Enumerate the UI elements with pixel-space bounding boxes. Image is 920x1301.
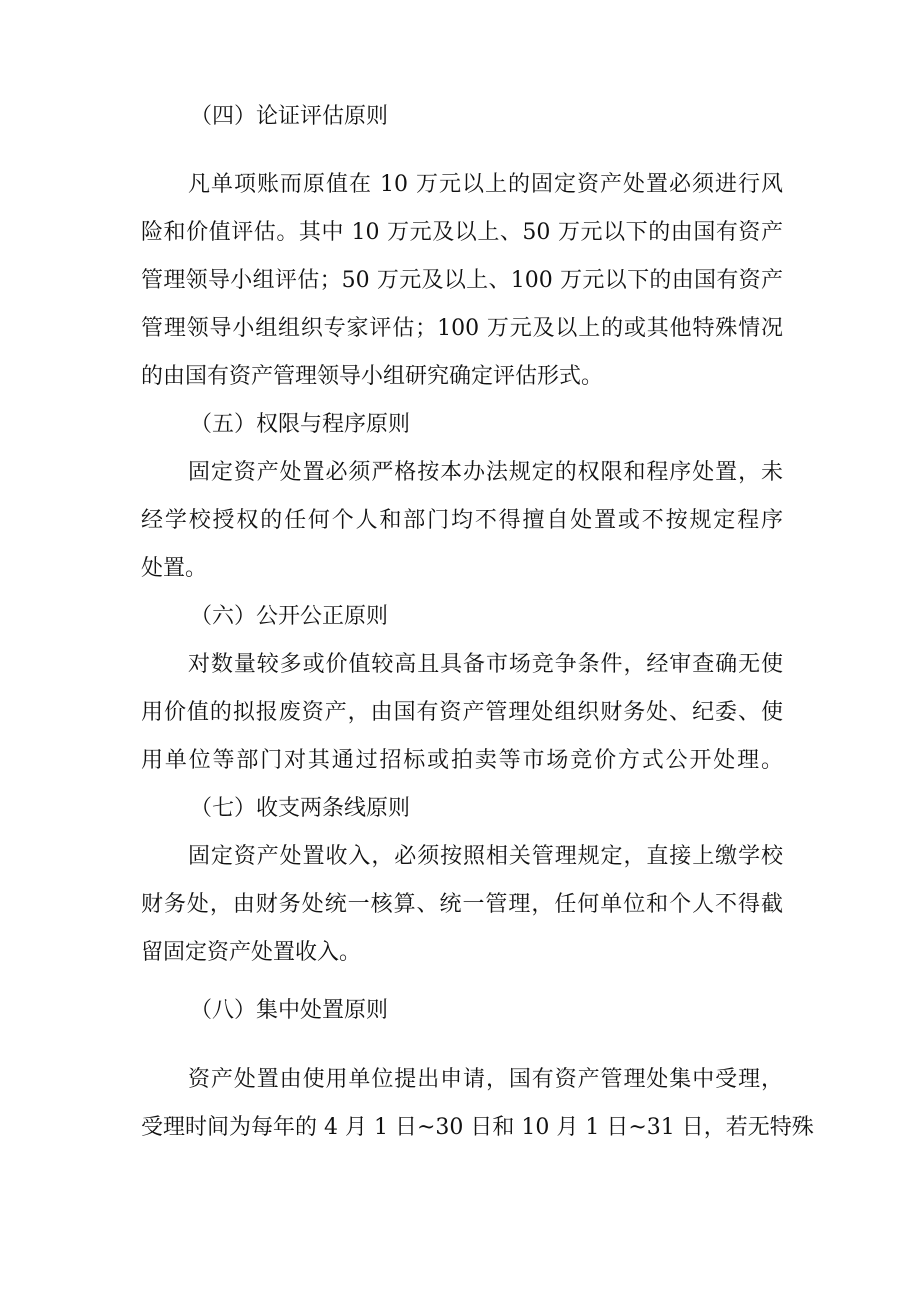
paragraph-line: 处置。 [141,556,208,581]
paragraph-line: 固定资产处置必须严格按本办法规定的权限和程序处置，未 [188,460,783,485]
paragraph-line: 用价值的拟报废资产，由国有资产管理处组织财务处、纪委、使 [141,700,783,725]
paragraph-line: 固定资产处置收入，必须按照相关管理规定，直接上缴学校 [188,844,783,869]
heading-4: （四）论证评估原则 [190,104,389,129]
heading-5: （五）权限与程序原则 [190,412,411,437]
heading-8: （八）集中处置原则 [190,998,389,1023]
paragraph-line: 管理领导小组组织专家评估；100 万元及以上的或其他特殊情况 [141,316,783,341]
paragraph-line: 用单位等部门对其通过招标或拍卖等市场竞价方式公开处理。 [141,748,783,773]
paragraph-line: 的由国有资产管理领导小组研究确定评估形式。 [141,364,604,389]
heading-6: （六）公开公正原则 [190,604,389,629]
paragraph-line: 资产处置由使用单位提出申请，国有资产管理处集中受理， [188,1067,783,1092]
paragraph-line: 管理领导小组评估；50 万元及以上、100 万元以下的由国有资产 [141,268,783,293]
paragraph-line: 留固定资产处置收入。 [141,940,362,965]
paragraph-line: 经学校授权的任何个人和部门均不得擅自处置或不按规定程序 [141,508,783,533]
paragraph-line: 对数量较多或价值较高且具备市场竞争条件，经审查确无使 [188,652,783,677]
paragraph-line: 险和价值评估。其中 10 万元及以上、50 万元以下的由国有资产 [141,220,783,245]
heading-7: （七）收支两条线原则 [190,796,411,821]
paragraph-line: 财务处，由财务处统一核算、统一管理，任何单位和个人不得截 [141,892,783,917]
paragraph-line: 凡单项账而原值在 10 万元以上的固定资产处置必须进行风 [188,172,783,197]
paragraph-line: 受理时间为每年的 4 月 1 日~30 日和 10 月 1 日~31 日，若无特殊 [141,1115,814,1140]
